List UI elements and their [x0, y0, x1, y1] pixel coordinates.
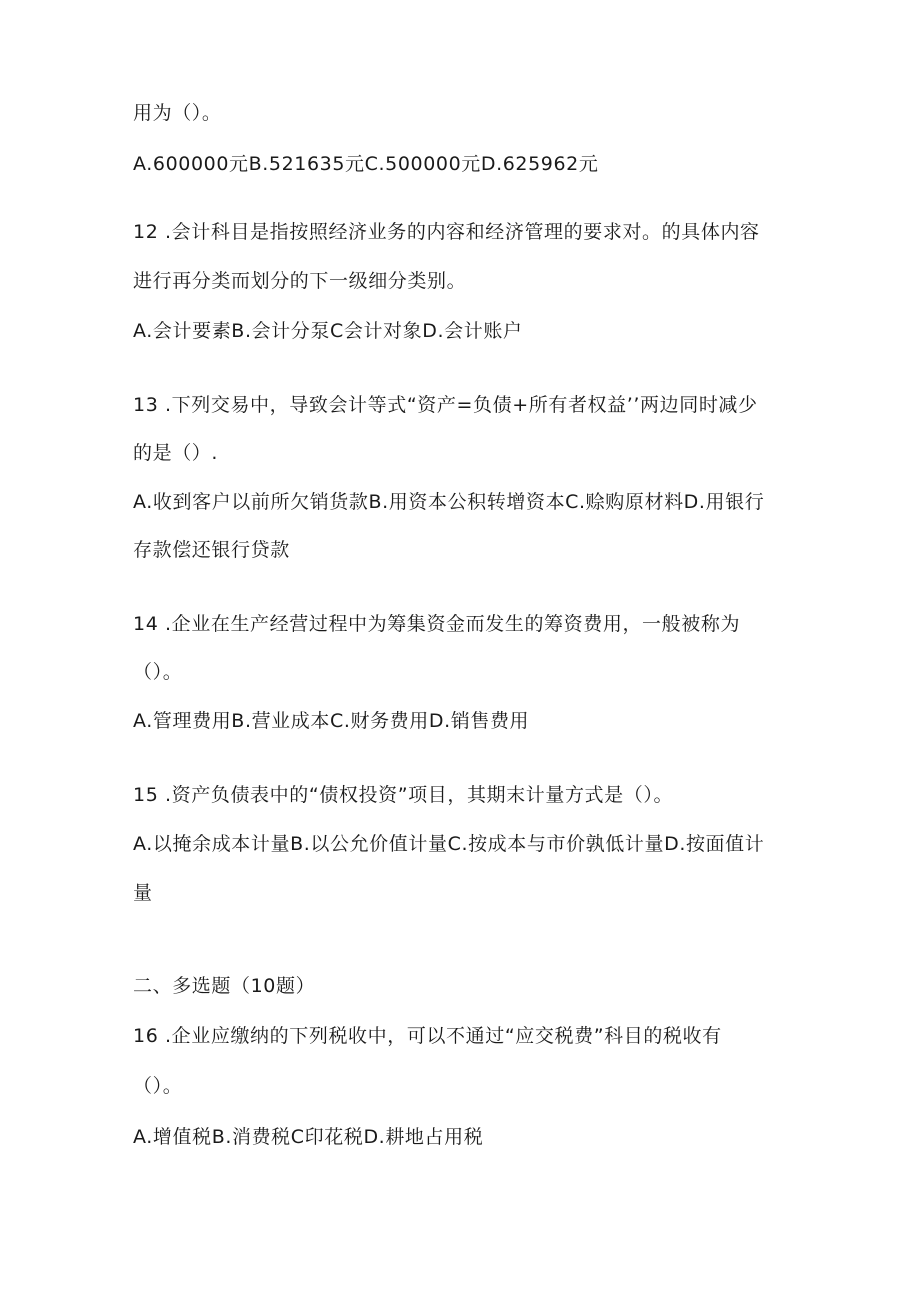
text-line-q16-stem: 16 .企业应缴纳的下列税收中，可以不通过“应交税费”科目的税收有	[133, 1025, 722, 1047]
text-line-q13-options: A.收到客户以前所欠销货款B.用资本公积转增资本C.赊购原材料D.用银行	[133, 491, 765, 513]
text-line-q16-stem-continued: （）。	[133, 1075, 183, 1097]
text-line-q16-options: A.增值税B.消费税C印花税D.耕地占用税	[133, 1126, 484, 1148]
text-line-q15-options: A.以掩余成本计量B.以公允价值计量C.按成本与市价孰低计量D.按面值计	[133, 833, 765, 855]
text-line-q12-options: A.会计要素B.会计分泵C会计对象D.会计账户	[133, 320, 523, 342]
text-line-q13-options-continued: 存款偿还银行贷款	[133, 539, 290, 561]
text-line-q14-stem: 14 .企业在生产经营过程中为筹集资金而发生的筹资费用，一般被称为	[133, 613, 741, 635]
text-line-q14-options: A.管理费用B.营业成本C.财务费用D.销售费用	[133, 710, 530, 732]
text-line-q15-stem: 15 .资产负债表中的“债权投资”项目，其期末计量方式是（）。	[133, 784, 674, 806]
text-line-q14-stem-continued: （）。	[133, 661, 183, 683]
text-line-q11-continued: 用为（）。	[133, 102, 222, 124]
text-line-q11-options: A.600000元B.521635元C.500000元D.625962元	[133, 153, 599, 175]
text-line-q12-stem: 12 .会计科目是指按照经济业务的内容和经济管理的要求对。的具体内容	[133, 221, 760, 243]
text-line-q13-stem-continued: 的是（）.	[133, 442, 219, 464]
text-line-q15-options-continued: 量	[133, 882, 153, 904]
text-line-q13-stem: 13 .下列交易中，导致会计等式“资产=负债+所有者权益’’两边同时减少	[133, 394, 758, 416]
text-line-q12-stem-continued: 进行再分类而划分的下一级细分类别。	[133, 270, 467, 292]
section-heading: 二、多选题（10题）	[133, 975, 316, 997]
